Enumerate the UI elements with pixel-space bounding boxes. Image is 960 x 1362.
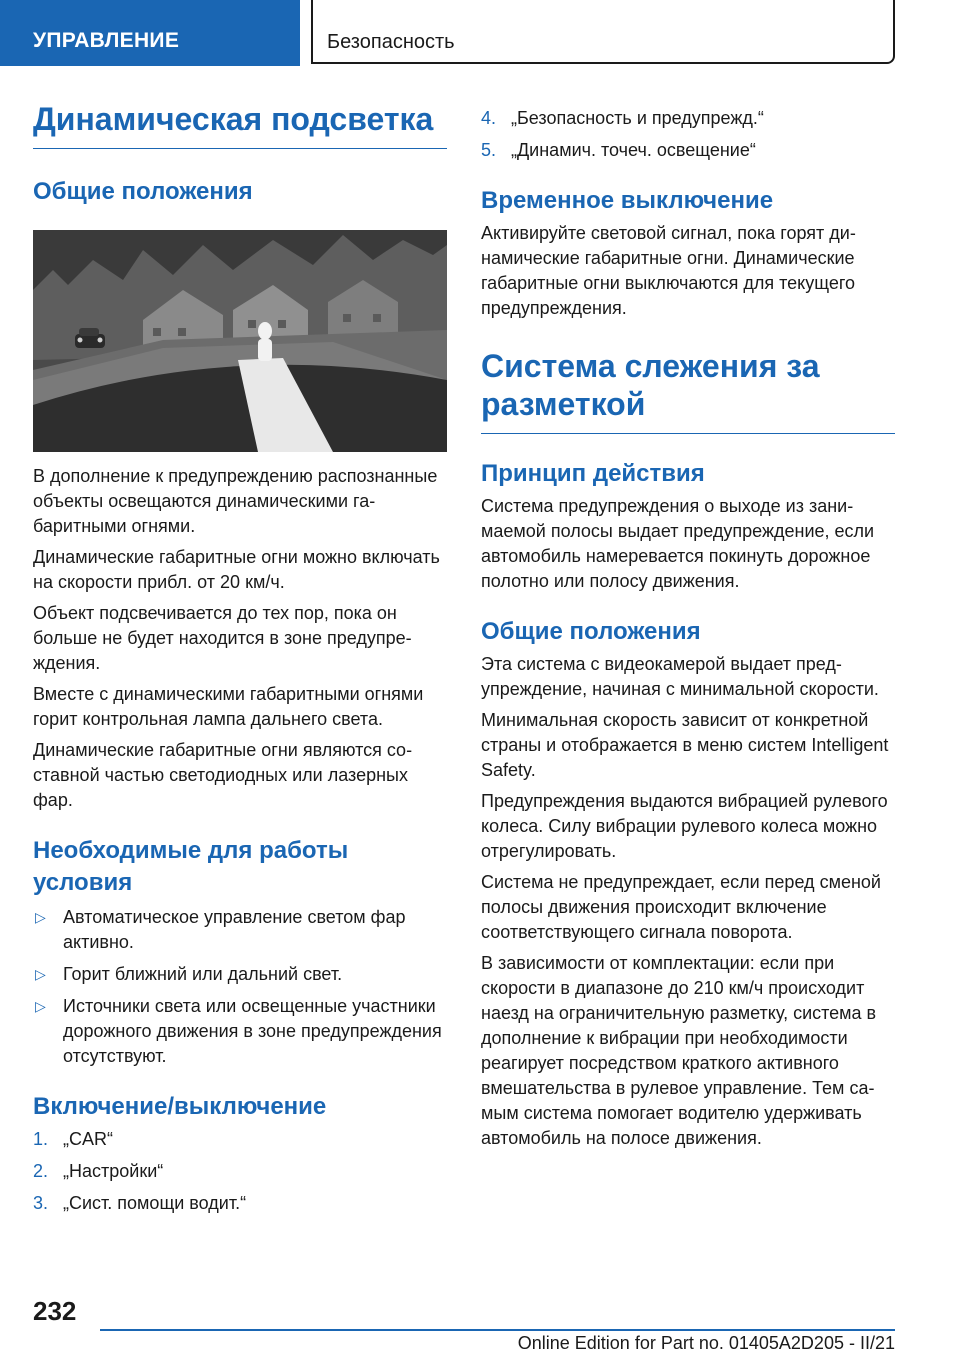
night-road-illustration	[33, 230, 447, 452]
list-item: 4. „Безопасность и предупрежд.“	[481, 108, 764, 128]
list-item: ▷ Источники света или освещенные участники дорожного движения в зоне предупреждения отсутствуют.	[35, 996, 442, 1066]
steps-list	[33, 1127, 447, 1216]
conditions-heading: Необходимые для работы условия	[33, 837, 349, 896]
triangle-bullet-icon: ▷	[35, 998, 46, 1014]
left-column	[33, 100, 447, 1216]
temp-off-heading: Временное выключение	[481, 187, 774, 214]
list-item: ▷ Автоматическое управление светом фар активно.	[35, 907, 406, 952]
general-heading-lane: Общие положения	[481, 618, 701, 645]
steps-list-continued	[481, 106, 895, 163]
page-number: 232	[33, 1296, 77, 1326]
list-item: 2. „Настройки“	[33, 1161, 164, 1181]
right-column	[481, 100, 895, 1151]
paragraph: Активируйте световой сигнал, пока горят динамические габаритные огни. Динамические габаритные огни выключаются для текущего предупреждения.	[481, 223, 856, 318]
general-heading: Общие положения	[33, 178, 253, 205]
list-item: 5. „Динамич. точеч. освещение“	[481, 140, 756, 160]
paragraph: Динамические габаритные огни можно включать на скорости прибл. от 20 км/ч.	[33, 547, 440, 592]
list-item: 3. „Сист. помощи водит.“	[33, 1193, 247, 1213]
paragraph: В зависимости от комплектации: если при скорости в диапазоне до 210 км/ч происходит наезд на ограничительную разметку, система в дополнение к вибрации при необходимости реагирует посредством краткого активного вмешательства в рулевое управление. Тем самым система помогает водителю удерживать автомобиль на полосе движения.	[481, 953, 877, 1148]
onoff-heading: Включение/выключение	[33, 1093, 327, 1120]
paragraph: Минимальная скорость зависит от конкретной страны и отображается в меню систем Intelligent Safety.	[481, 710, 889, 780]
paragraph: Объект подсвечивается до тех пор, пока он больше не будет находится в зоне предупреждения.	[33, 603, 412, 673]
paragraph: Система не предупреждает, если перед сменой полосы движения происходит включение соответствующего сигнала поворота.	[481, 872, 881, 942]
chapter-tab: УПРАВЛЕНИЕ	[0, 0, 300, 66]
paragraph: Динамические габаритные огни являются составной частью светодиодных или лазерных фар.	[33, 740, 413, 810]
paragraph: Эта система с видеокамерой выдает предупреждение, начиная с минимальной скорости.	[481, 654, 879, 699]
list-item: ▷ Горит ближний или дальний свет.	[33, 962, 447, 987]
conditions-list	[33, 905, 447, 1069]
page-title: Динамическая подсветка	[33, 100, 447, 149]
triangle-bullet-icon: ▷	[35, 966, 46, 982]
paragraph: Предупреждения выдаются вибрацией рулевого колеса. Силу вибрации рулевого колеса можно отрегулировать.	[481, 791, 888, 861]
paragraph: В дополнение к предупреждению распознанные объекты освещаются динамическими габаритными огнями.	[33, 466, 438, 536]
principle-heading: Принцип действия	[481, 460, 705, 487]
triangle-bullet-icon: ▷	[35, 909, 46, 925]
section-title: Безопасность	[311, 0, 895, 64]
list-item: 1. „CAR“	[33, 1129, 113, 1149]
edition-footer: Online Edition for Part no. 01405A2D205 - II/21	[517, 1333, 895, 1353]
paragraph: Система предупреждения о выходе из занимаемой полосы выдает предупреждение, если автомобиль намеревается покинуть дорожное полотно или полосу движения.	[481, 496, 875, 591]
footer-divider	[100, 1329, 895, 1331]
paragraph: Вместе с динамическими габаритными огнями горит контрольная лампа дальнего света.	[33, 684, 424, 729]
section-title-lane: Система слежения за разметкой	[481, 347, 895, 434]
